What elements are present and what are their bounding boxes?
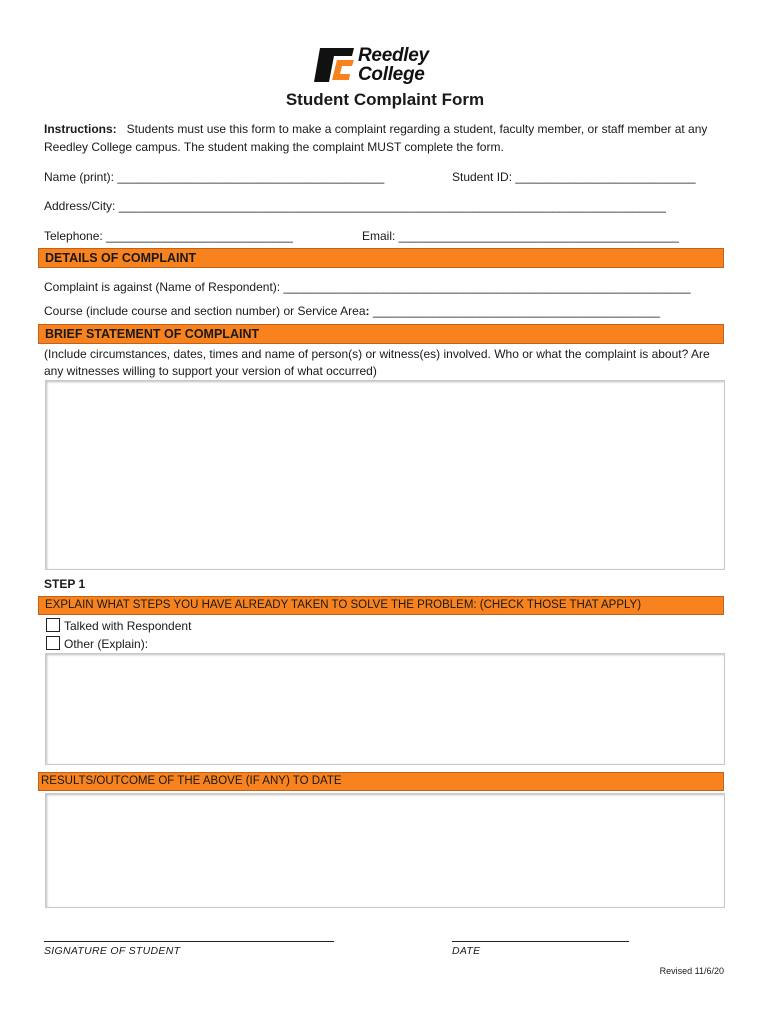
brief-statement-header: BRIEF STATEMENT OF COMPLAINT <box>38 324 724 344</box>
student-signature-label: SIGNATURE OF STUDENT <box>44 945 181 957</box>
instructions <box>44 120 734 156</box>
complaint-statement-textbox[interactable] <box>45 380 725 570</box>
email-field[interactable]: Email: __________________________________________ <box>362 229 679 243</box>
revised-date: Revised 11/6/20 <box>659 966 724 976</box>
talked-with-respondent-checkbox[interactable] <box>46 618 60 632</box>
logo-mark-icon <box>312 46 356 84</box>
other-explain-textbox[interactable] <box>45 653 725 765</box>
results-header: RESULTS/OUTCOME OF THE ABOVE (IF ANY) TO DATE <box>38 772 724 791</box>
other-checkbox[interactable] <box>46 636 60 650</box>
instructions-label: Instructions: <box>44 122 117 136</box>
details-header: DETAILS OF COMPLAINT <box>38 248 724 268</box>
student-id-field[interactable]: Student ID: ___________________________ <box>452 170 696 184</box>
instructions-text: Students must use this form to make a complaint regarding a student, faculty member, or staff member at any Reedley College campus. The student making the complaint MUST complete the form. <box>44 122 708 154</box>
date-line[interactable] <box>452 941 629 942</box>
course-field[interactable] <box>44 303 660 319</box>
brief-statement-hint: (Include circumstances, dates, times and name of person(s) or witness(es) involved. Who or what the complaint is about? Are any witnesses willing to support your version of what occurred) <box>44 347 710 378</box>
logo-text-line2: College <box>358 64 425 85</box>
address-field[interactable]: Address/City: __________________________________________________________________________________ <box>44 199 666 213</box>
name-field[interactable]: Name (print): ________________________________________ <box>44 170 385 184</box>
student-signature-line[interactable] <box>44 941 334 942</box>
step1-label: STEP 1 <box>44 577 86 591</box>
results-textbox[interactable] <box>45 793 725 908</box>
course-colon: : <box>365 304 370 318</box>
logo-text-line1: Reedley <box>358 45 429 66</box>
course-blank: ___________________________________________ <box>369 304 660 318</box>
telephone-field[interactable]: Telephone: ____________________________ <box>44 229 293 243</box>
step1-header: EXPLAIN WHAT STEPS YOU HAVE ALREADY TAKEN TO SOLVE THE PROBLEM: (CHECK THOSE THAT APPLY) <box>38 596 724 615</box>
talked-with-respondent-label: Talked with Respondent <box>64 619 192 633</box>
page-title: Student Complaint Form <box>285 90 485 109</box>
course-label: Course (include course and section number) or Service Area <box>44 304 366 318</box>
date-label: DATE <box>452 945 481 957</box>
college-logo <box>312 44 462 86</box>
respondent-field[interactable]: Complaint is against (Name of Respondent): _____________________________________________________________ <box>44 280 691 294</box>
other-label: Other (Explain): <box>64 637 149 651</box>
